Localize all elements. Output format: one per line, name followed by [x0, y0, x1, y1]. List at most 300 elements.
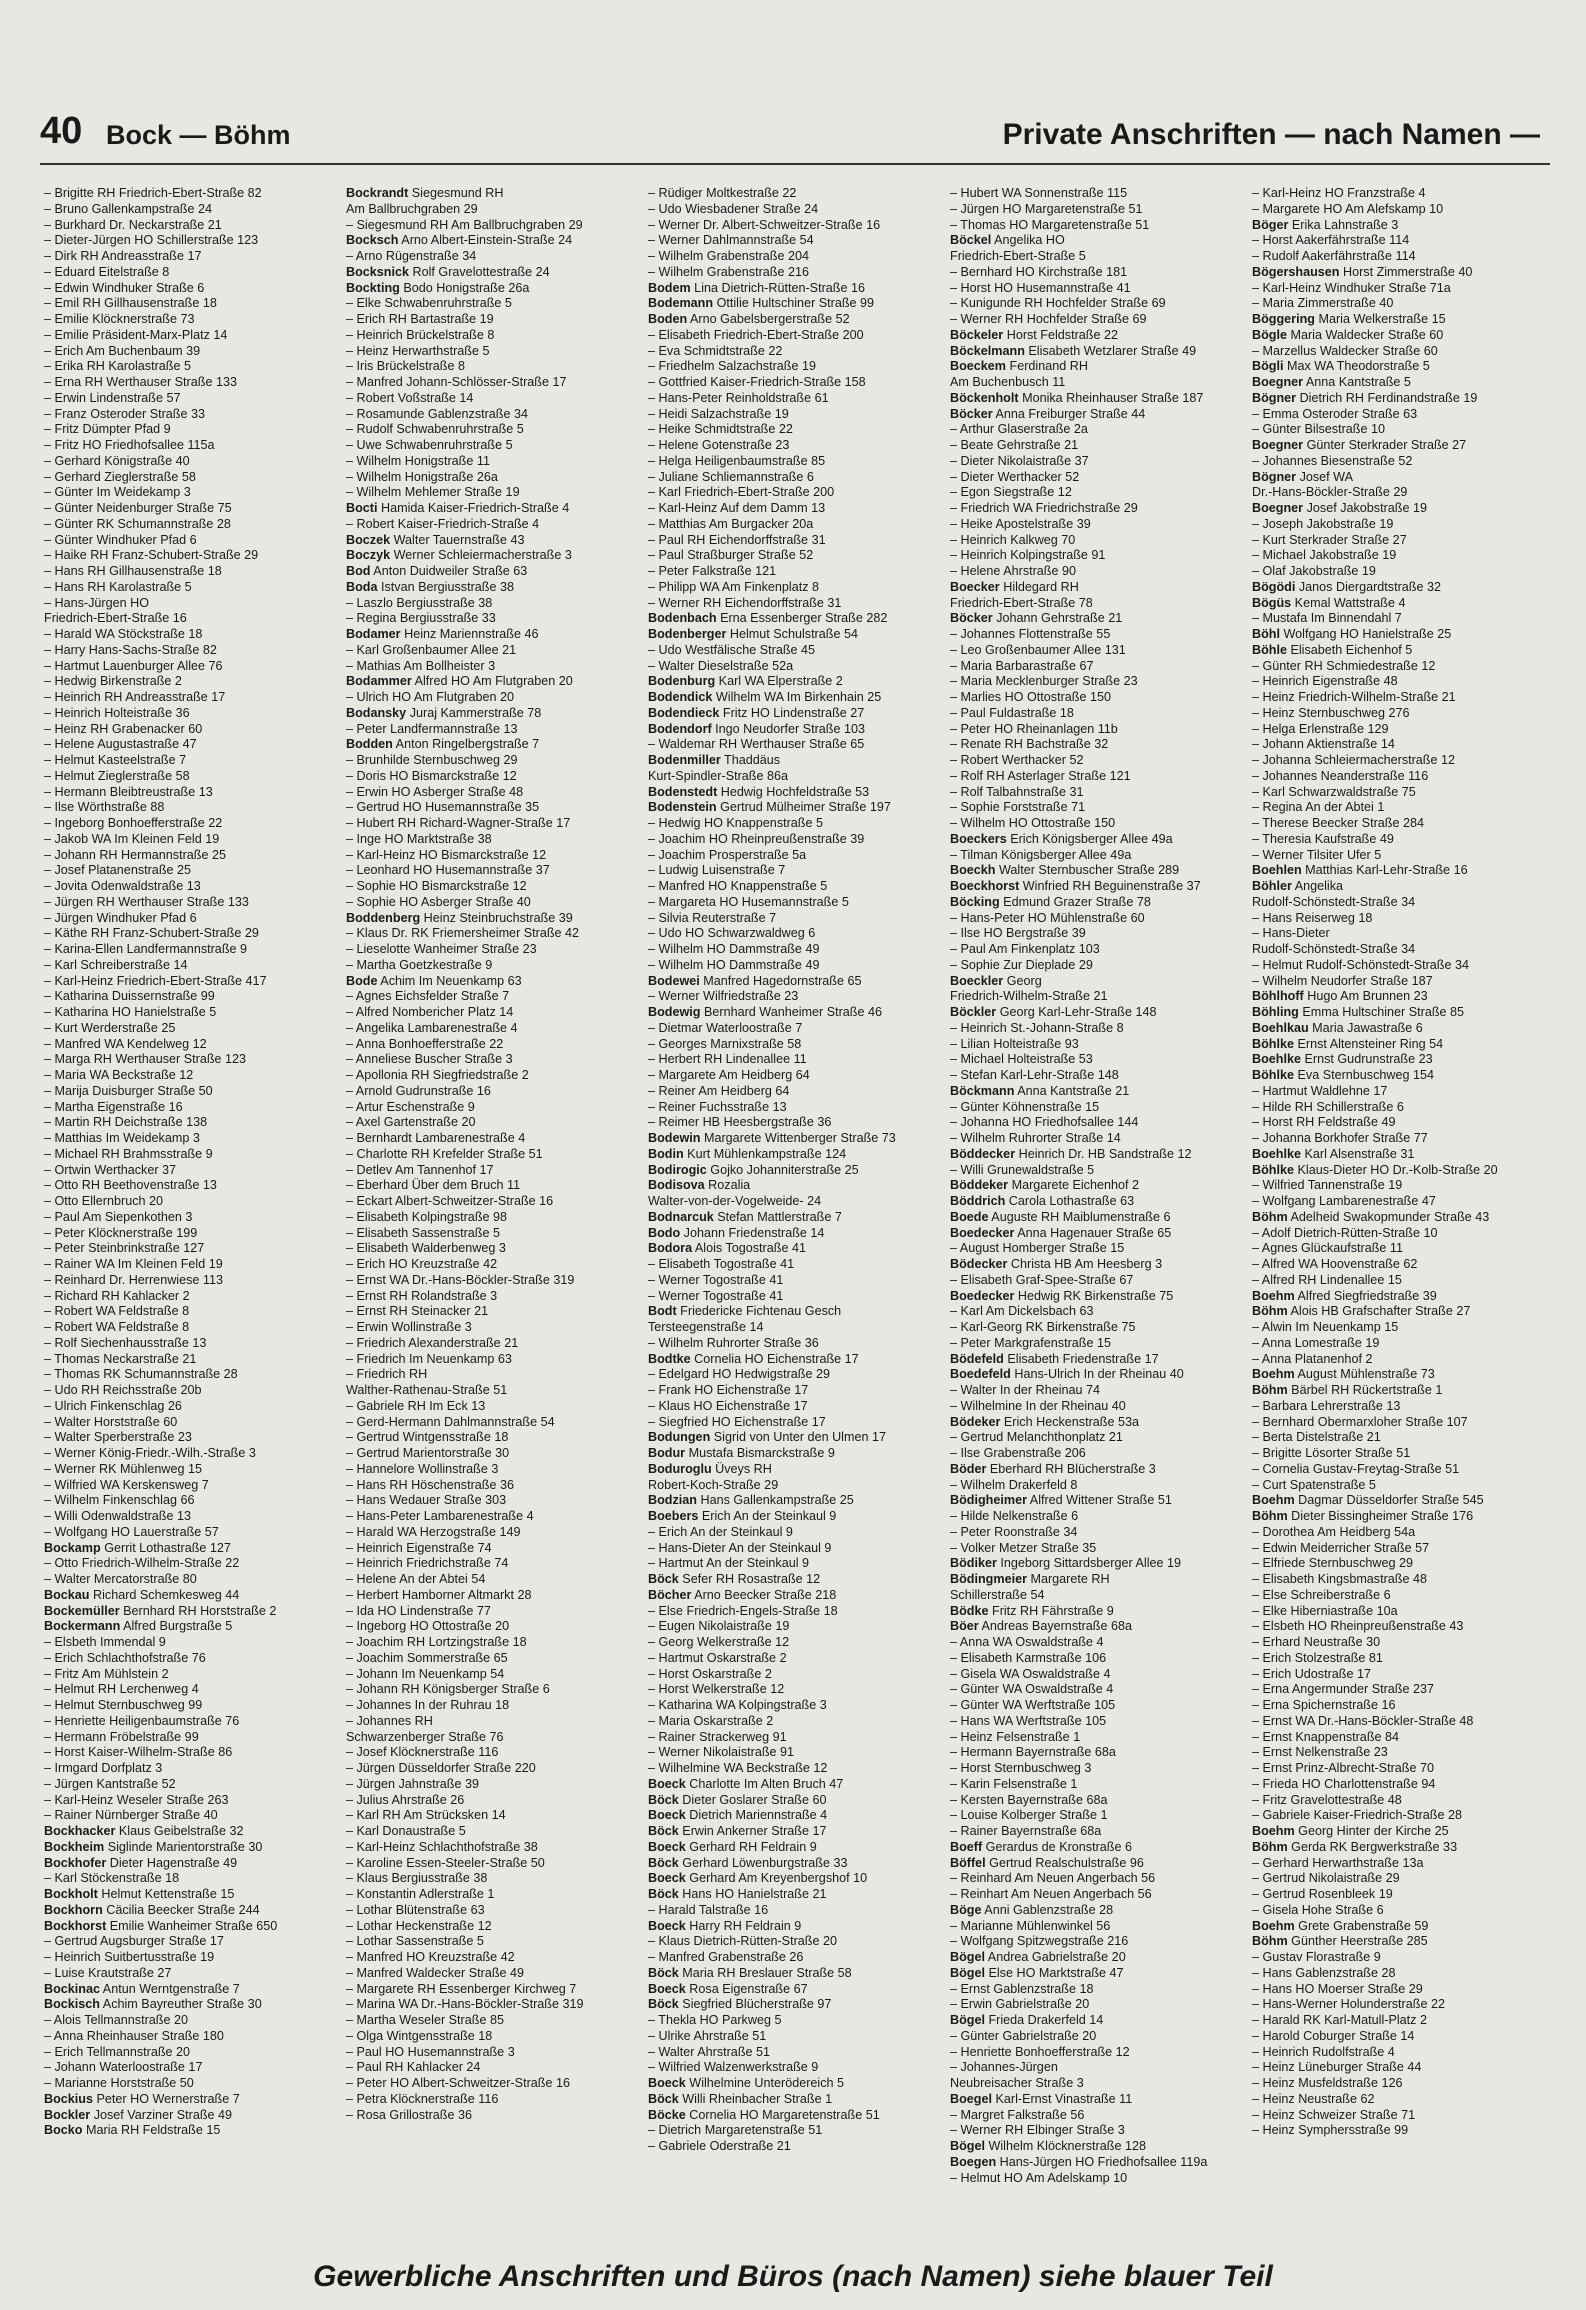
listing-entry: – Marianne Horststraße 50 [44, 2076, 194, 2090]
listing-entry: – Gertrud Nikolaistraße 29 [1252, 1871, 1400, 1886]
listing-entry: Bodirogic Gojko Johanniterstraße 25 [648, 1162, 859, 1177]
listing-entry: – Johanna HO Friedhofsallee 144 [950, 1115, 1139, 1130]
listing-entry: – Wilhelm Drakerfeld 8 [950, 1477, 1078, 1492]
listing-entry: – Peter Falkstraße 121 [648, 564, 777, 578]
listing-entry: Bodendick Wilhelm WA Im Birkenhain 25 [648, 690, 882, 704]
listing-entry: Böck Hans HO Hanielstraße 21 [648, 1887, 827, 1901]
listing-entry: – Karl RH Am Strücksken 14 [346, 1808, 506, 1823]
listing-entry: Böggering Maria Welkerstraße 15 [1252, 312, 1446, 326]
listing-entry: Bödigheimer Alfred Wittener Straße 51 [950, 1493, 1172, 1508]
listing-entry: – Dirk RH Andreasstraße 17 [44, 249, 202, 263]
listing-entry: – Doris HO Bismarckstraße 12 [346, 768, 517, 783]
listing-entry: – Gerd-Hermann Dahlmannstraße 54 [346, 1414, 555, 1429]
listing-column-2 [346, 186, 642, 2166]
listing-entry: – Ernst Gablenzstraße 18 [950, 1981, 1094, 1996]
listing-entry: – Ortwin Werthacker 37 [44, 1162, 177, 1177]
listing-entry: – Hans-Peter Lambarenestraße 4 [346, 1509, 534, 1523]
listing-entry: – Fritz HO Friedhofsallee 115a [44, 438, 215, 452]
listing-entry: – Gertrud Melanchthonplatz 21 [950, 1430, 1123, 1445]
listing-entry: – Hans RH Karolastraße 5 [44, 579, 192, 594]
listing-entry: Bodzian Hans Gallenkampstraße 25 [648, 1493, 854, 1508]
name-range: Bock — Böhm [106, 120, 291, 150]
listing-entry: Böhler Angelika [1252, 879, 1344, 893]
listing-entry: – Günter RH Schmiedestraße 12 [1252, 658, 1436, 673]
listing-entry: Boeckhorst Winfried RH Beguinenstraße 37 [950, 879, 1201, 893]
listing-entry: – Leo Großenbaumer Allee 131 [950, 642, 1126, 657]
listing-entry: – Hans RH Gillhausenstraße 18 [44, 564, 222, 578]
listing-entry: – Joachim RH Lortzingstraße 18 [346, 1635, 527, 1649]
listing-entry: – Johannes Biesenstraße 52 [1252, 453, 1413, 468]
listing-entry: – Juliane Schliemannstraße 6 [648, 469, 814, 484]
listing-entry: Bögel Else HO Marktstraße 47 [950, 1965, 1124, 1980]
listing-entry: – Frank HO Eichenstraße 17 [648, 1383, 809, 1397]
listing-entry: – Helmut RH Lerchenweg 4 [44, 1682, 199, 1697]
listing-entry: – Artur Eschenstraße 9 [346, 1099, 475, 1114]
listing-entry: Boehm Georg Hinter der Kirche 25 [1252, 1824, 1449, 1838]
listing-entry: Bocti Hamida Kaiser-Friedrich-Straße 4 [346, 501, 570, 515]
listing-entry: – Gabriele Oderstraße 21 [648, 2139, 791, 2153]
listing-entry: – Hans HO Moerser Straße 29 [1252, 1981, 1423, 1996]
listing-entry: – Heinz Schweizer Straße 71 [1252, 2107, 1416, 2122]
listing-entry: – Michael Holteistraße 53 [950, 1052, 1093, 1067]
listing-entry: – Karl-Georg RK Birkenstraße 75 [950, 1320, 1136, 1334]
listing-entry: – Wilfried Walzenwerkstraße 9 [648, 2060, 819, 2075]
listing-entry: Boden Arno Gabelsbergerstraße 52 [648, 312, 850, 326]
listing-entry: – Friedrich Im Neuenkamp 63 [346, 1351, 512, 1366]
listing-entry: – Paul Straßburger Straße 52 [648, 548, 814, 563]
listing-columns [44, 186, 1554, 2185]
listing-entry: – Erwin Lindenstraße 57 [44, 390, 181, 405]
listing-entry: – Karl Am Dickelsbach 63 [950, 1304, 1094, 1319]
listing-entry: Boegner Josef Jakobstraße 19 [1252, 501, 1427, 515]
listing-entry: Boegel Karl-Ernst Vinastraße 11 [950, 2091, 1133, 2106]
section-title: Private Anschriften — nach Namen — [1002, 118, 1540, 151]
listing-entry: – Rainer Nürnberger Straße 40 [44, 1808, 218, 1823]
listing-entry: Walter-von-der-Vogelweide- 24 [648, 1194, 822, 1208]
listing-entry: Bodewig Bernhard Wanheimer Straße 46 [648, 1005, 883, 1019]
listing-entry: Rudolf-Schönstedt-Straße 34 [1252, 894, 1416, 909]
listing-entry: – Siegfried HO Eichenstraße 17 [648, 1414, 826, 1429]
listing-entry: Boecker Hildegard RH [950, 579, 1079, 594]
listing-entry: Bockting Bodo Honigstraße 26a [346, 280, 530, 295]
listing-entry: – Detlev Am Tannenhof 17 [346, 1162, 494, 1177]
listing-entry: – Eugen Nikolaistraße 19 [648, 1619, 790, 1634]
listing-entry: Böffel Gertrud Realschulstraße 96 [950, 1855, 1144, 1870]
listing-entry: – Heinz Sternbuschweg 276 [1252, 705, 1410, 720]
listing-entry: – Johannes In der Ruhrau 18 [346, 1698, 510, 1712]
listing-entry: – Inge HO Marktstraße 38 [346, 831, 492, 846]
listing-entry: – Fritz Am Mühlstein 2 [44, 1666, 169, 1681]
listing-entry: – Erich Tellmannstraße 20 [44, 2044, 191, 2059]
listing-entry: – Gertrud Augsburger Straße 17 [44, 1934, 224, 1949]
listing-entry: – Hilde Nelkenstraße 6 [950, 1509, 1079, 1523]
listing-entry: – Alfred RH Lindenallee 15 [1252, 1272, 1402, 1287]
listing-entry: – Thekla HO Parkweg 5 [648, 2013, 782, 2027]
listing-entry: – Emma Osteroder Straße 63 [1252, 406, 1418, 421]
listing-entry: Bödke Fritz RH Fährstraße 9 [950, 1603, 1114, 1618]
listing-entry: Böhl Wolfgang HO Hanielstraße 25 [1252, 627, 1452, 641]
listing-entry: – Peter HO Albert-Schweitzer-Straße 16 [346, 2076, 570, 2090]
listing-entry: – Elisabeth Kolpingstraße 98 [346, 1209, 508, 1224]
listing-entry: – Margarete Am Heidberg 64 [648, 1068, 810, 1082]
listing-entry: – Heinz Musfeldstraße 126 [1252, 2076, 1403, 2090]
listing-entry: – Ernst Nelkenstraße 23 [1252, 1745, 1388, 1760]
listing-entry: – Joseph Jakobstraße 19 [1252, 516, 1394, 531]
listing-entry: – Otto Ellernbruch 20 [44, 1194, 164, 1208]
listing-entry: – Heinrich Eigenstraße 48 [1252, 674, 1398, 689]
listing-entry: Bodewin Margarete Wittenberger Straße 73 [648, 1131, 896, 1145]
listing-entry: – Hans WA Werftstraße 105 [950, 1713, 1107, 1728]
listing-entry: – Helene An der Abtei 54 [346, 1572, 486, 1586]
listing-entry: – Jürgen Jahnstraße 39 [346, 1776, 480, 1791]
page-header [40, 110, 1540, 160]
listing-entry: – Fritz Dümpter Pfad 9 [44, 422, 171, 437]
listing-entry: – Günter RK Schumannstraße 28 [44, 516, 231, 531]
listing-entry: – Margarete HO Am Alefskamp 10 [1252, 201, 1444, 216]
listing-entry: – Hartmut Waldlehne 17 [1252, 1083, 1388, 1098]
listing-entry: – Bernhardt Lambarenestraße 4 [346, 1131, 526, 1145]
listing-entry: Bod Anton Duidweiler Straße 63 [346, 564, 528, 578]
listing-entry: Boehlke Ernst Gudrunstraße 23 [1252, 1052, 1433, 1067]
listing-entry: – Hartmut An der Steinkaul 9 [648, 1556, 810, 1571]
listing-entry: – Hans-Werner Holunderstraße 22 [1252, 1997, 1445, 2012]
listing-entry: – Martin RH Deichstraße 138 [44, 1115, 208, 1130]
listing-entry: – Lilian Holteistraße 93 [950, 1036, 1079, 1051]
listing-entry: Boczek Walter Tauernstraße 43 [346, 532, 525, 547]
listing-entry: Bödiker Ingeborg Sittardsberger Allee 19 [950, 1556, 1182, 1571]
listing-entry: – Heinz Herwarthstraße 5 [346, 343, 490, 358]
listing-entry: – Udo RH Reichsstraße 20b [44, 1383, 202, 1397]
listing-entry: Boebers Erich An der Steinkaul 9 [648, 1509, 837, 1523]
listing-entry: Bodora Alois Togostraße 41 [648, 1241, 806, 1256]
listing-entry: – Heinz RH Grabenacker 60 [44, 721, 203, 736]
listing-entry: – Günter Bilsestraße 10 [1252, 422, 1385, 437]
listing-entry: – Alois Tellmannstraße 20 [44, 2013, 188, 2027]
listing-entry: – Hans-Dieter [1252, 926, 1330, 941]
listing-entry: – Emil RH Gillhausenstraße 18 [44, 296, 217, 311]
listing-entry: – Brigitte Lösorter Straße 51 [1252, 1446, 1411, 1460]
listing-entry: – Peter Roonstraße 34 [950, 1524, 1078, 1539]
listing-entry: – Heinrich Friedrichstraße 74 [346, 1556, 509, 1571]
listing-entry: – Edwin Windhuker Straße 6 [44, 280, 205, 295]
listing-entry: – Maria Mecklenburger Straße 23 [950, 674, 1138, 689]
listing-entry: – Werner Tilsiter Ufer 5 [1252, 847, 1382, 862]
listing-entry: – Günter Neidenburger Straße 75 [44, 501, 232, 515]
listing-entry: – Elisabeth Kingsbmastraße 48 [1252, 1572, 1428, 1586]
listing-entry: – Ilse Grabenstraße 206 [950, 1446, 1086, 1460]
listing-entry: Boehm Grete Grabenstraße 59 [1252, 1918, 1429, 1933]
listing-entry: – Karl Schwarzwaldstraße 75 [1252, 784, 1416, 799]
listing-entry: Boegen Hans-Jürgen HO Friedhofsallee 119a [950, 2154, 1208, 2169]
listing-entry: – Erich HO Kreuzstraße 42 [346, 1257, 498, 1271]
listing-entry: Kurt-Spindler-Straße 86a [648, 768, 788, 783]
listing-entry: Am Ballbruchgraben 29 [346, 201, 478, 216]
listing-entry: – Karina-Ellen Landfermannstraße 9 [44, 942, 248, 956]
listing-entry: Boeckh Walter Sternbuscher Straße 289 [950, 863, 1180, 878]
listing-entry: – Thomas Neckarstraße 21 [44, 1351, 197, 1366]
listing-entry: – Günter Gabrielstraße 20 [950, 2028, 1097, 2043]
listing-entry: – Helmut Zieglerstraße 58 [44, 768, 190, 783]
listing-entry: – Erna Spichernstraße 16 [1252, 1698, 1396, 1712]
listing-entry: – Ernst RH Steinacker 21 [346, 1304, 489, 1319]
listing-entry: – Rudolf Aakerfährstraße 114 [1252, 249, 1416, 263]
listing-entry: – Wilhelm Neudorfer Straße 187 [1252, 973, 1433, 988]
listing-entry: – Heinz Neustraße 62 [1252, 2091, 1375, 2106]
listing-entry: – Peter HO Rheinanlagen 11b [950, 721, 1118, 736]
listing-entry: – Werner Togostraße 41 [648, 1288, 784, 1303]
listing-entry: – Peter Landfermannstraße 13 [346, 721, 518, 736]
listing-entry: Bockhofer Dieter Hagenstraße 49 [44, 1855, 238, 1870]
listing-entry: – Erwin Wollinstraße 3 [346, 1320, 472, 1334]
listing-entry: – Gisela WA Oswaldstraße 4 [950, 1666, 1111, 1681]
listing-entry: – Fritz Gravelottestraße 48 [1252, 1792, 1402, 1807]
listing-entry: – Haike RH Franz-Schubert-Straße 29 [44, 548, 259, 563]
listing-entry: – Elisabeth Karmstraße 106 [950, 1650, 1107, 1665]
listing-entry: – Helga Heiligenbaumstraße 85 [648, 453, 826, 468]
listing-entry: – Else Schreiberstraße 6 [1252, 1587, 1391, 1602]
listing-entry: – Alfred Nombericher Platz 14 [346, 1005, 514, 1019]
listing-entry: – Karin Felsenstraße 1 [950, 1776, 1078, 1791]
listing-entry: – Tilman Königsberger Allee 49a [950, 847, 1132, 862]
listing-entry: – Margareta HO Husemannstraße 5 [648, 894, 849, 909]
listing-entry: – Paul RH Eichendorffstraße 31 [648, 532, 826, 547]
listing-entry: Böck Erwin Ankerner Straße 17 [648, 1824, 827, 1838]
listing-entry: – Rosa Grillostraße 36 [346, 2107, 472, 2122]
listing-entry: – Ingeborg HO Ottostraße 20 [346, 1619, 510, 1634]
listing-entry: – Heinrich Suitbertusstraße 19 [44, 1950, 215, 1964]
listing-entry: – Walter Mercatorstraße 80 [44, 1572, 197, 1586]
listing-entry: Bodenberger Helmut Schulstraße 54 [648, 627, 858, 641]
listing-entry: – Emilie Präsident-Marx-Platz 14 [44, 327, 228, 342]
listing-entry: – Ulrich Finkenschlag 26 [44, 1398, 182, 1413]
listing-entry: – Matthias Am Burgacker 20a [648, 516, 814, 531]
listing-entry: – Hermann Bayernstraße 68a [950, 1745, 1116, 1760]
listing-entry: – Ludwig Luisenstraße 7 [648, 863, 786, 878]
listing-entry: – Beate Gehrstraße 21 [950, 438, 1079, 452]
listing-entry: – Lothar Sassenstraße 5 [346, 1934, 484, 1949]
listing-entry: – Erich Schlachthofstraße 76 [44, 1650, 206, 1665]
listing-entry: – Alwin Im Neuenkamp 15 [1252, 1320, 1399, 1334]
listing-entry: – Elisabeth Friedrich-Ebert-Straße 200 [648, 327, 864, 342]
listing-entry: – Theresia Kaufstraße 49 [1252, 831, 1394, 846]
listing-entry: – Johannes Neanderstraße 116 [1252, 768, 1429, 783]
listing-entry: – Apollonia RH Siegfriedstraße 2 [346, 1068, 529, 1082]
listing-entry: – Marina WA Dr.-Hans-Böckler-Straße 319 [346, 1997, 584, 2012]
listing-entry: – Renate RH Bachstraße 32 [950, 737, 1109, 752]
listing-entry: Böck Gerhard Löwenburgstraße 33 [648, 1855, 848, 1870]
listing-entry: – Maria Zimmerstraße 40 [1252, 296, 1394, 311]
listing-entry: – Wilhelm HO Dammstraße 49 [648, 957, 820, 972]
listing-entry: – Anna Rheinhauser Straße 180 [44, 2028, 224, 2043]
listing-entry: – Jürgen Düsseldorfer Straße 220 [346, 1761, 536, 1775]
listing-entry: – Henriette Heiligenbaumstraße 76 [44, 1713, 240, 1728]
listing-entry: – Peter Steinbrinkstraße 127 [44, 1241, 205, 1256]
listing-entry: – Erika RH Karolastraße 5 [44, 359, 191, 374]
listing-entry: – Friedrich WA Friedrichstraße 29 [950, 501, 1138, 515]
listing-entry: – Marija Duisburger Straße 50 [44, 1083, 213, 1098]
listing-entry: – Erna RH Werthauser Straße 133 [44, 375, 237, 389]
listing-entry: – Helmut Sternbuschweg 99 [44, 1698, 203, 1712]
listing-entry: – Katharina Duissernstraße 99 [44, 989, 215, 1004]
listing-entry: Robert-Koch-Straße 29 [648, 1477, 779, 1492]
listing-entry: – Wilhelmine In der Rheinau 40 [950, 1398, 1126, 1413]
listing-entry: Bödingmeier Margarete RH [950, 1572, 1110, 1586]
listing-entry: Boeck Dietrich Mariennstraße 4 [648, 1808, 828, 1823]
listing-entry: – Käthe RH Franz-Schubert-Straße 29 [44, 926, 259, 941]
listing-entry: – Sophie HO Asberger Straße 40 [346, 894, 531, 909]
listing-entry: – Volker Metzer Straße 35 [950, 1540, 1097, 1555]
listing-entry: – Alfred WA Hoovenstraße 62 [1252, 1257, 1418, 1271]
listing-entry: Böcking Edmund Grazer Straße 78 [950, 894, 1151, 909]
listing-entry: – Willi Odenwaldstraße 13 [44, 1509, 191, 1523]
listing-entry: Am Buchenbusch 11 [950, 375, 1066, 389]
listing-entry: – Josef Klöcknerstraße 116 [346, 1745, 499, 1760]
listing-entry: – Werner Togostraße 41 [648, 1272, 784, 1287]
listing-entry: Bodisova Rozalia [648, 1178, 751, 1193]
listing-entry: Bögner Josef WA [1252, 469, 1353, 484]
listing-entry: – Irmgard Dorfplatz 3 [44, 1761, 163, 1775]
listing-entry: – Manfred Waldecker Straße 49 [346, 1965, 525, 1980]
listing-entry: – Sophie Forststraße 71 [950, 800, 1086, 815]
listing-entry: – Egon Siegstraße 12 [950, 485, 1072, 500]
listing-entry: Bödeker Erich Heckenstraße 53a [950, 1414, 1139, 1429]
listing-entry: – Ernst WA Dr.-Hans-Böckler-Straße 319 [346, 1272, 575, 1287]
listing-entry: – Elke Hiberniastraße 10a [1252, 1603, 1398, 1618]
listing-entry: Bockermann Alfred Burgstraße 5 [44, 1619, 233, 1634]
listing-entry: Böck Siegfried Blücherstraße 97 [648, 1997, 832, 2012]
listing-entry: Bodendorf Ingo Neudorfer Straße 103 [648, 721, 865, 736]
listing-entry: Böckel Angelika HO [950, 233, 1065, 248]
listing-entry: – Manfred Grabenstraße 26 [648, 1950, 804, 1964]
listing-entry: – Hedwig HO Knappenstraße 5 [648, 816, 824, 830]
listing-entry: – Adolf Dietrich-Rütten-Straße 10 [1252, 1225, 1438, 1240]
listing-entry: – Werner Wilfriedstraße 23 [648, 989, 799, 1004]
listing-entry: Bodin Kurt Mühlenkampstraße 124 [648, 1146, 847, 1161]
listing-entry: – Johanna Borkhofer Straße 77 [1252, 1131, 1428, 1145]
listing-entry: – Lothar Heckenstraße 12 [346, 1918, 492, 1933]
listing-column-4 [950, 186, 1246, 2185]
listing-entry: – Johann Aktienstraße 14 [1252, 737, 1395, 752]
listing-entry: Boegner Günter Sterkrader Straße 27 [1252, 438, 1467, 452]
listing-entry: – Elsbeth Immendal 9 [44, 1635, 166, 1649]
listing-entry: – Georges Marnixstraße 58 [648, 1036, 802, 1051]
listing-entry: – Lieselotte Wanheimer Straße 23 [346, 942, 537, 956]
listing-entry: Bodenstein Gertrud Mülheimer Straße 197 [648, 800, 891, 815]
listing-entry: Bockrandt Siegesmund RH [346, 186, 504, 200]
listing-entry: Bockler Josef Varziner Straße 49 [44, 2107, 233, 2122]
listing-entry: – Rolf RH Asterlager Straße 121 [950, 768, 1131, 783]
listing-entry: – Eduard Eitelstraße 8 [44, 264, 170, 279]
listing-entry: – Marianne Mühlenwinkel 56 [950, 1918, 1111, 1933]
listing-entry: – Reinhard Am Neuen Angerbach 56 [950, 1871, 1156, 1886]
listing-entry: – Werner Nikolaistraße 91 [648, 1745, 795, 1760]
listing-entry: – Hubert WA Sonnenstraße 115 [950, 186, 1128, 200]
listing-column-1 [44, 186, 340, 2166]
listing-entry: – Karl-Heinz HO Franzstraße 4 [1252, 186, 1426, 200]
listing-entry: – Elisabeth Sassenstraße 5 [346, 1225, 501, 1240]
listing-entry: – Walter Sperberstraße 23 [44, 1430, 192, 1445]
listing-entry: – Hans Reiserweg 18 [1252, 910, 1373, 925]
listing-entry: Boede Auguste RH Maiblumenstraße 6 [950, 1209, 1171, 1224]
listing-entry: – Werner Dr. Albert-Schweitzer-Straße 16 [648, 217, 881, 232]
listing-entry: – Michael RH Brahmsstraße 9 [44, 1146, 213, 1161]
listing-entry: – Werner RK Mühlenweg 15 [44, 1461, 202, 1476]
listing-entry: Böhm Dieter Bissingheimer Straße 176 [1252, 1509, 1474, 1523]
listing-entry: – Stefan Karl-Lehr-Straße 148 [950, 1068, 1119, 1082]
listing-entry: – Heidi Salzachstraße 19 [648, 406, 789, 421]
listing-entry: Dr.-Hans-Böckler-Straße 29 [1252, 485, 1408, 500]
listing-entry: – Helene Ahrstraße 90 [950, 564, 1077, 578]
listing-entry: – Eberhard Über dem Bruch 11 [346, 1178, 521, 1193]
listing-entry: – Walter Dieselstraße 52a [648, 658, 794, 673]
listing-entry: – Louise Kolberger Straße 1 [950, 1808, 1108, 1823]
listing-entry: Böcher Arno Beecker Straße 218 [648, 1587, 837, 1602]
listing-entry: – Walter Ahrstraße 51 [648, 2044, 771, 2059]
listing-entry: – Maria WA Beckstraße 12 [44, 1068, 194, 1082]
listing-entry: – Maria Barbarastraße 67 [950, 658, 1094, 673]
listing-entry: – Therese Beecker Straße 284 [1252, 816, 1424, 830]
listing-entry: – Ulrike Ahrstraße 51 [648, 2028, 767, 2043]
listing-entry: – Robert WA Feldstraße 8 [44, 1304, 190, 1319]
listing-entry: – Werner König-Friedr.-Wilh.-Straße 3 [44, 1446, 256, 1460]
listing-entry: Boedecker Hedwig RK Birkenstraße 75 [950, 1288, 1174, 1303]
listing-entry: – Hubert RH Richard-Wagner-Straße 17 [346, 816, 571, 830]
listing-entry: – Uwe Schwabenruhrstraße 5 [346, 438, 513, 452]
listing-entry: – Heinrich Rudolfstraße 4 [1252, 2044, 1395, 2059]
listing-entry: – Wilhelm Ruhrorter Straße 36 [648, 1335, 819, 1350]
listing-entry: Böckelmann Elisabeth Wetzlarer Straße 49 [950, 343, 1197, 358]
listing-entry: – Michael Jakobstraße 19 [1252, 548, 1397, 563]
listing-entry: – Gerhard Zieglerstraße 58 [44, 469, 196, 484]
listing-entry: – Hilde RH Schillerstraße 6 [1252, 1099, 1404, 1114]
listing-entry: – Edwin Meiderricher Straße 57 [1252, 1540, 1430, 1555]
listing-entry: – Paul Fuldastraße 18 [950, 705, 1074, 720]
listing-entry: – Franz Osteroder Straße 33 [44, 406, 205, 421]
listing-entry: – Eckart Albert-Schweitzer-Straße 16 [346, 1194, 554, 1208]
listing-entry: – Karl Großenbaumer Allee 21 [346, 642, 517, 657]
listing-entry: Bodenstedt Hedwig Hochfeldstraße 53 [648, 784, 870, 799]
listing-entry: Böhm Gerda RK Bergwerkstraße 33 [1252, 1839, 1458, 1854]
listing-entry: – Katharina WA Kolpingstraße 3 [648, 1698, 827, 1712]
listing-entry: – Manfred Johann-Schlösser-Straße 17 [346, 375, 567, 389]
listing-entry: – Rüdiger Moltkestraße 22 [648, 186, 797, 200]
listing-entry: Boeckers Erich Königsberger Allee 49a [950, 831, 1173, 846]
listing-entry: Bödefeld Elisabeth Friedenstraße 17 [950, 1351, 1159, 1366]
listing-entry: – Erna Angermunder Straße 237 [1252, 1682, 1435, 1697]
listing-entry: – Wilhelm HO Dammstraße 49 [648, 942, 820, 956]
listing-entry: Bodammer Alfred HO Am Flutgraben 20 [346, 674, 573, 689]
listing-entry: – Paul HO Husemannstraße 3 [346, 2044, 515, 2059]
listing-entry: – Friedhelm Salzachstraße 19 [648, 359, 816, 374]
listing-entry: – Erich Stolzestraße 81 [1252, 1650, 1383, 1665]
listing-entry: – Harald WA Herzogstraße 149 [346, 1524, 521, 1539]
listing-entry: – Rosamunde Gablenzstraße 34 [346, 406, 529, 421]
listing-entry: – Kunigunde RH Hochfelder Straße 69 [950, 296, 1166, 311]
listing-entry: Bodtke Cornelia HO Eichenstraße 17 [648, 1351, 859, 1366]
listing-entry: – Mathias Am Bollheister 3 [346, 658, 496, 673]
listing-entry: Böcker Johann Gehrstraße 21 [950, 611, 1123, 626]
listing-entry: – Else Friedrich-Engels-Straße 18 [648, 1603, 838, 1618]
listing-entry: – Philipp WA Am Finkenplatz 8 [648, 579, 820, 594]
listing-entry: – Horst HO Husemannstraße 41 [950, 280, 1131, 295]
listing-entry: – Werner RH Hochfelder Straße 69 [950, 312, 1147, 326]
listing-entry: Bodur Mustafa Bismarckstraße 9 [648, 1446, 835, 1460]
listing-entry: – Luise Krautstraße 27 [44, 1965, 172, 1980]
listing-entry: – Hans-Peter HO Mühlenstraße 60 [950, 910, 1145, 925]
listing-entry: Böhle Elisabeth Eichenhof 5 [1252, 642, 1413, 657]
listing-entry: – Klaus Dr. RK Friemersheimer Straße 42 [346, 926, 580, 941]
listing-entry: – Cornelia Gustav-Freytag-Straße 51 [1252, 1461, 1460, 1476]
